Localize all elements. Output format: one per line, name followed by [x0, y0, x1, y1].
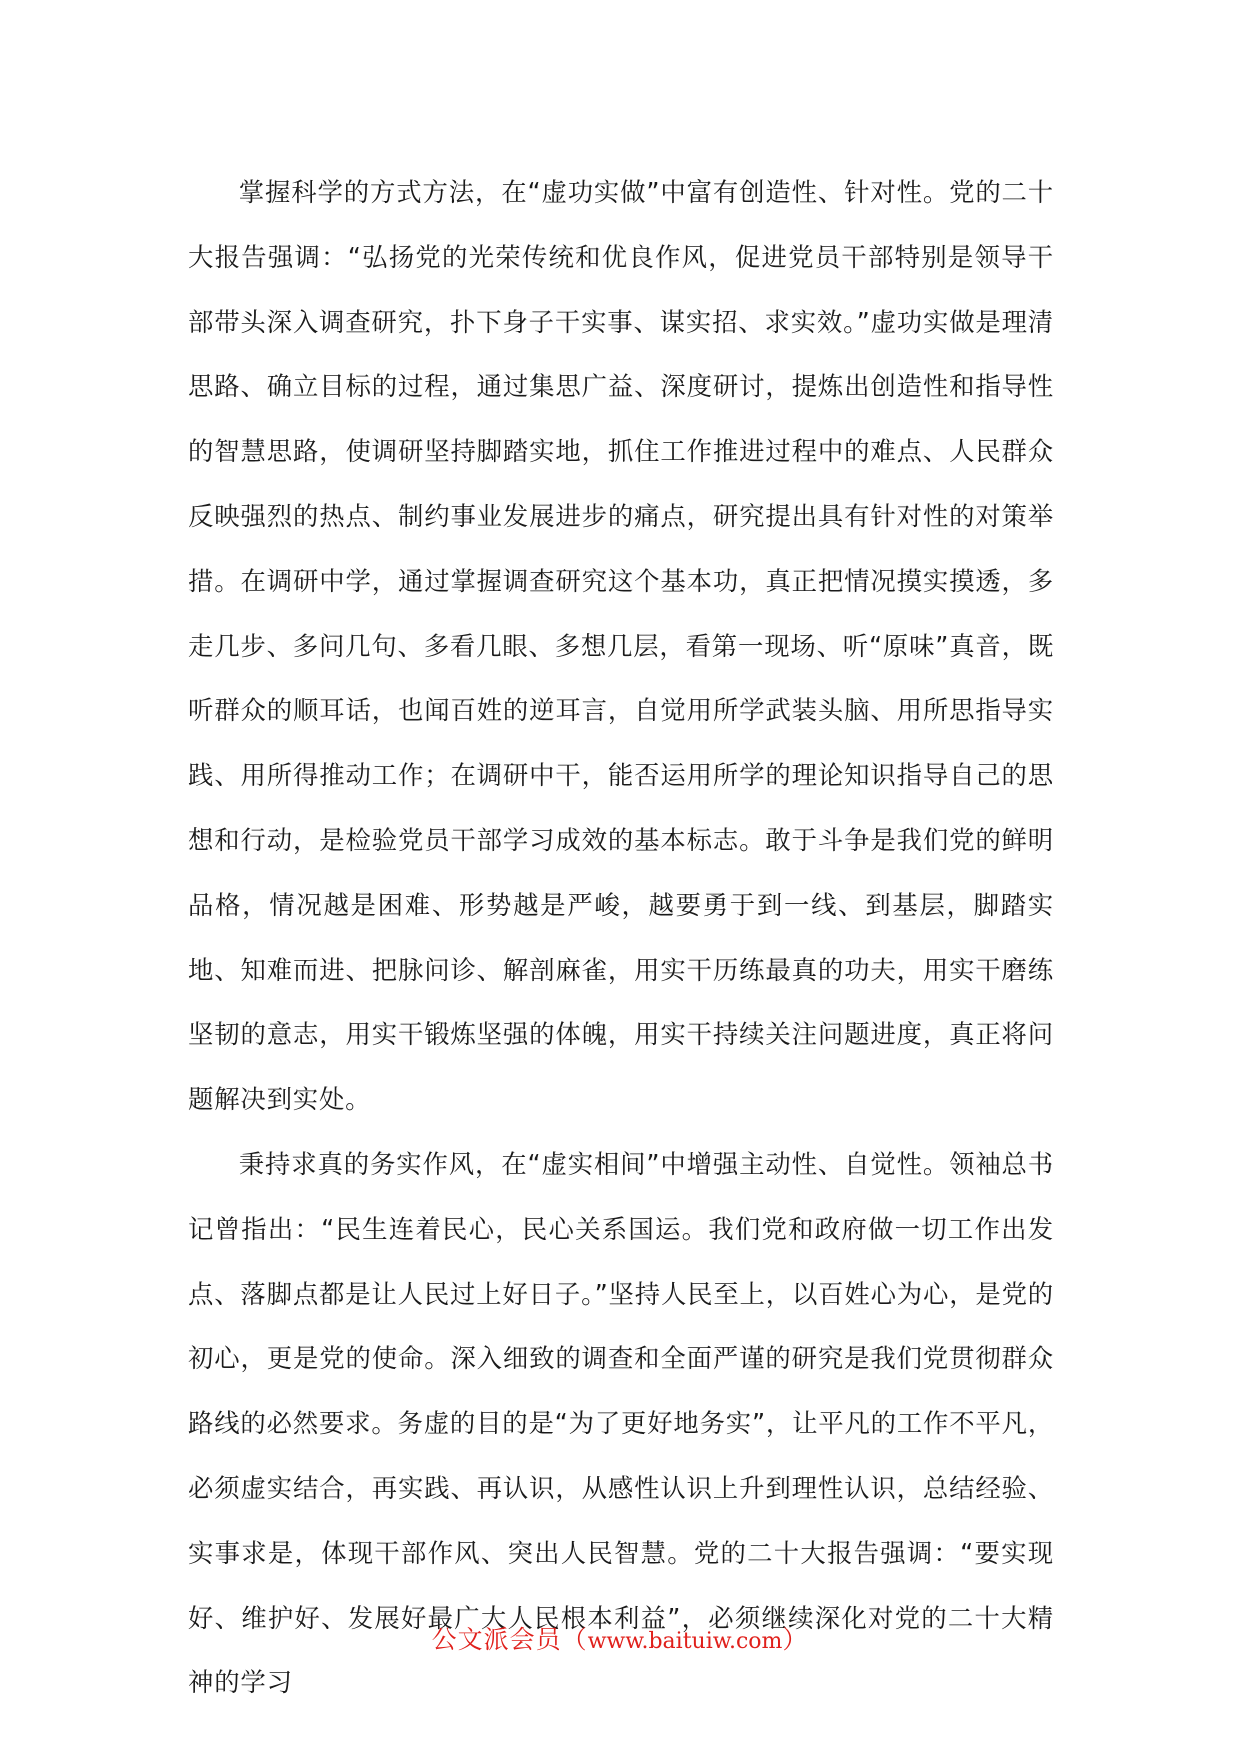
footer-close-paren: ） — [782, 1625, 809, 1654]
document-body — [188, 160, 1054, 1715]
paragraph-2: 秉持求真的务实作风，在“虚实相间”中增强主动性、自觉性。领袖总书记曾指出：“民生连着民心，民心关系国运。我们党和政府做一切工作出发点、落脚点都是让人民过上好日子。”坚持人民至上，以百姓心为心，是党的初心，更是党的使命。深入细致的调查和全面严谨的研究是我们党贯彻群众路线的必然要求。务虚的目的是“为了更好地务实”，让平凡的工作不平凡，必须虚实结合，再实践、再认识，从感性认识上升到理性认识，总结经验、实事求是，体现干部作风、突出人民智慧。党的二十大报告强调：“要实现好、维护好、发展好最广大人民根本利益”，必须继续深化对党的二十大精神的学习 — [188, 1148, 1055, 1698]
footer-url-link[interactable]: www.baituiw.com — [587, 1629, 783, 1654]
footer-brand: 公文派会员（ — [431, 1625, 588, 1654]
paragraph-1: 掌握科学的方式方法，在“虚功实做”中富有创造性、针对性。党的二十大报告强调：“弘扬党的光荣传统和优良作风，促进党员干部特别是领导干部带头深入调查研究，扑下身子干实事、谋实招、求实效。”虚功实做是理清思路、确立目标的过程，通过集思广益、深度研讨，提炼出创造性和指导性的智慧思路，使调研坚持脚踏实地，抓住工作推进过程中的难点、人民群众反映强烈的热点、制约事业发展进步的痛点，研究提出具有针对性的对策举措。在调研中学，通过掌握调查研究这个基本功，真正把情况摸实摸透，多走几步、多问几句、多看几眼、多想几层，看第一现场、听“原味”真音，既听群众的顺耳话，也闻百姓的逆耳言，自觉用所学武装头脑、用所思指导实践、用所得推动工作；在调研中干，能否运用所学的理论知识指导自己的思想和行动，是检验党员干部学习成效的基本标志。敢于斗争是我们党的鲜明品格，情况越是困难、形势越是严峻，越要勇于到一线、到基层，脚踏实地、知难而进、把脉问诊、解剖麻雀，用实干历练最真的功夫，用实干磨练坚韧的意志，用实干锻炼坚强的体魄，用实干持续关注问题进度，真正将问题解决到实处。 — [188, 177, 1055, 1115]
footer-watermark — [0, 1622, 1240, 1660]
